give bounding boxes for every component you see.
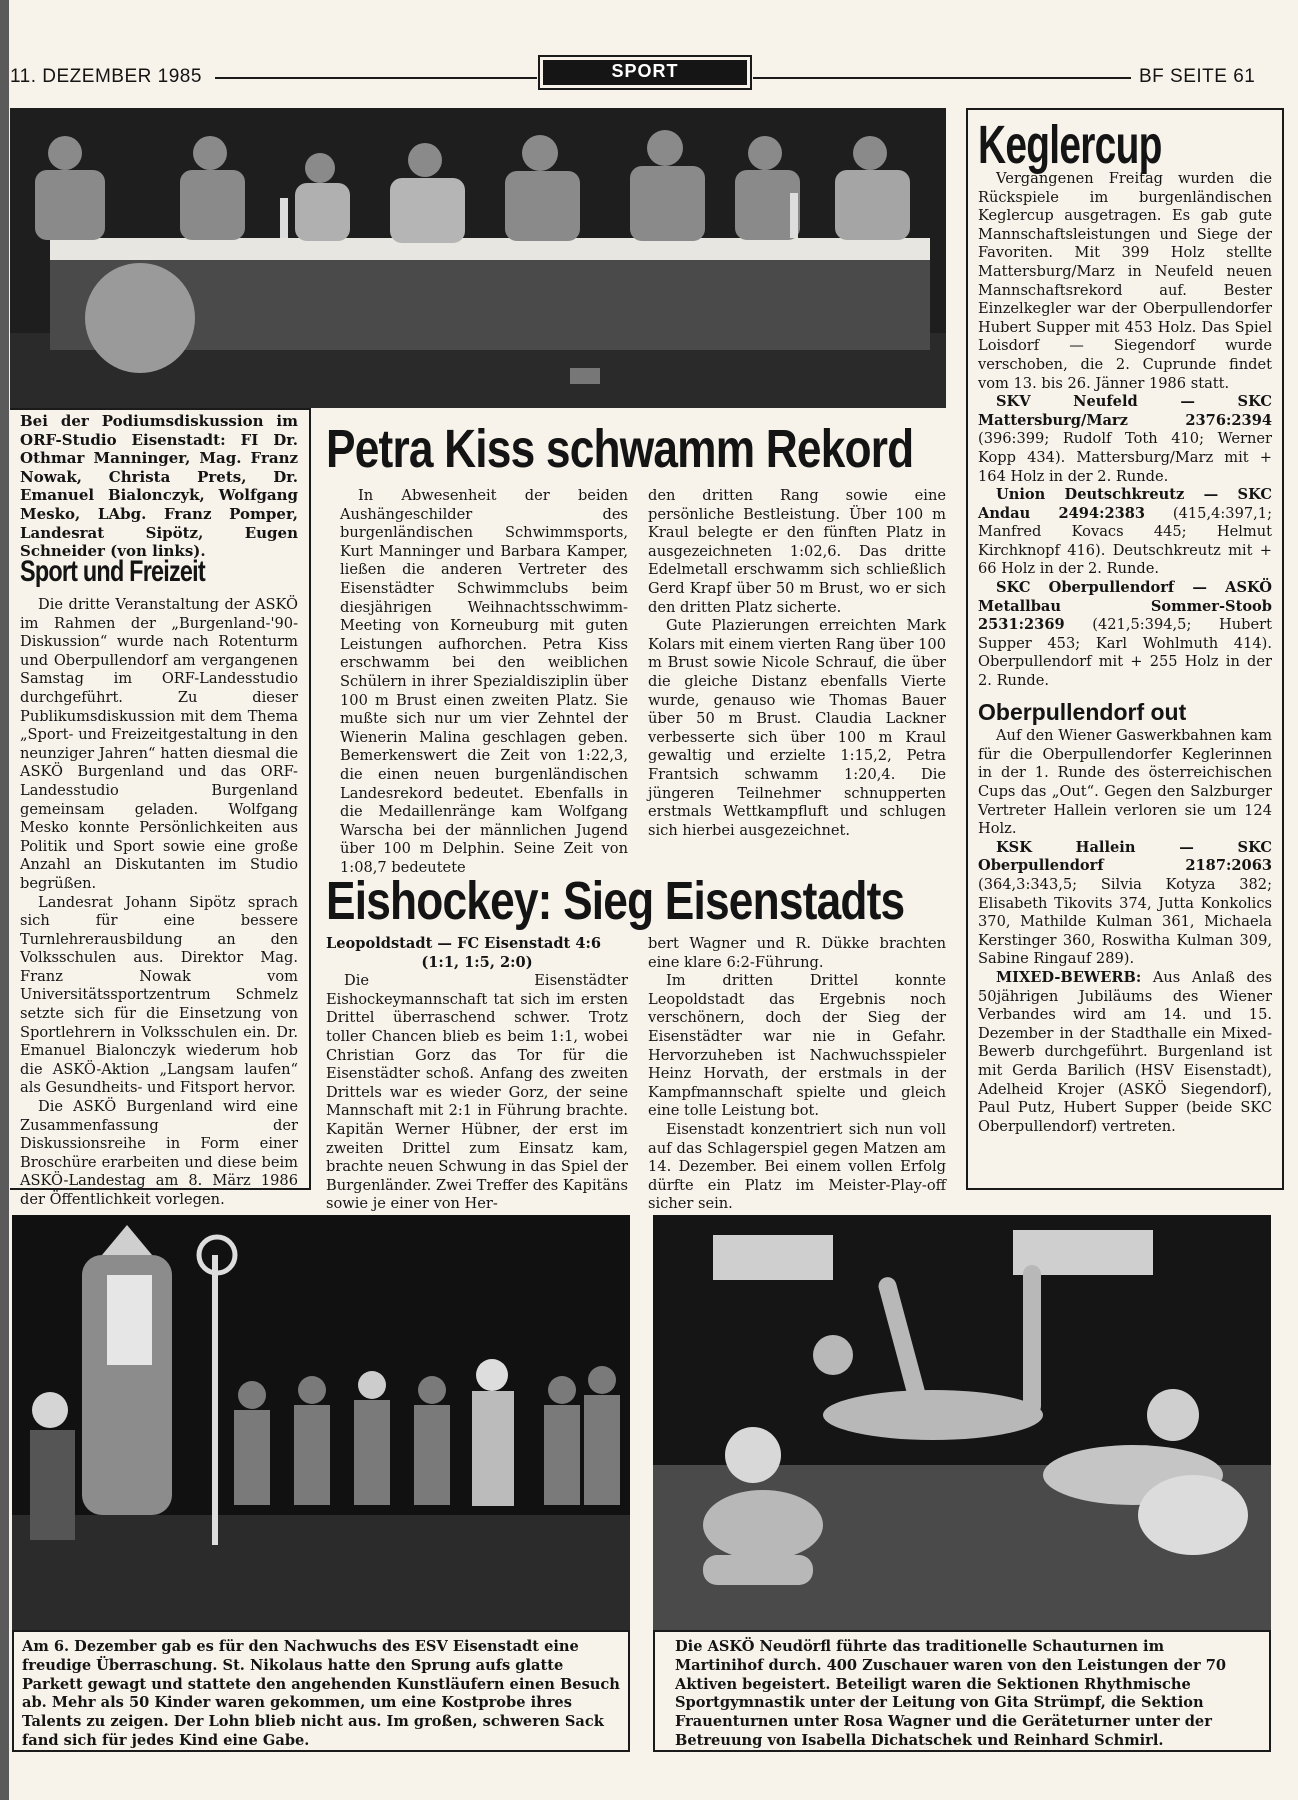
petra-paragraph: In Abwesenheit der beiden Aushängeschilder des burgenländischen Schwimmsports, Kurt Manninger und Barbara Kamper, ließen die anderen Vertreter des Eisenstädter Schwimmclubs beim diesjährigen Weihnachtsschwimm-Meeting von Korneuburg mit guten Leistungen aufhorchen. Petra Kiss erschwamm bei den weiblichen Schülern in ihrer Spezialdisziplin über 100 m Brust einen zweiten Platz. Sie mußte sich nur um vier Zehntel der Wienerin Malina geschlagen geben. Bemerkenswert die Zeit von 1:22,3, die einen neuen burgenländischen Landesrekord bedeutet. Ebenfalls in die Medaillenränge kam Wolfgang Warscha bei der männlichen Jugend über 100 m Delphin. Seine Zeit von 1:08,7 bedeutete [340,487,628,876]
issue-date: 11. DEZEMBER 1985 [10,66,202,87]
section-label-box [538,55,752,90]
petra-col-2 [648,487,946,840]
sport-freizeit-headline: Sport und Freizeit [20,555,205,588]
sport-paragraph: Die ASKÖ Burgenland wird eine Zusammenfassung der Diskussionsreihe in Form einer Broschüre erarbeiten und diese beim ASKÖ-Landestag am 8. März 1986 der Öffentlichkeit vorlegen. [20,1098,298,1208]
kegler-intro: Vergangenen Freitag wurden die Rückspiele im burgenländischen Keglercup ausgetragen. Es gab gute Mannschaftsleistungen und Siege der Favoriten. Mit 399 Holz stellte Mattersburg/Marz in Neufeld neuen Mannschaftsrekord auf. Bester Einzelkegler war der Oberpullendorfer Hubert Supper mit 453 Holz. Das Spiel Loisdorf — Siegendorf wurde verschoben, die 2. Cuprunde findet vom 13. bis 26. Jänner 1986 statt. [978,170,1272,392]
petra-kiss-headline: Petra Kiss schwamm Rekord [326,419,914,479]
eishockey-paragraph: Die Eisenstädter Eishockeymannschaft tat sich im ersten Drittel überraschend schwer. Trotz toller Chancen blieb es beim 1:1, wobei Christian Gorz das Tor für die Eisenstädter schoß. Anfang des zweiten Drittels war es wieder Gorz, der seine Mannschaft mit 2:1 in Führung brachte. Kapitän Werner Hübner, der erst im zweiten Drittel zum Einsatz kam, brachte neuen Schwung in das Spiel der Burgenländer. Zwei Treffer des Kapitäns sowie je einer von Her- [326,972,628,1213]
panel-photo-caption: Bei der Podiumsdiskussion im ORF-Studio Eisenstadt: FI Dr. Othmar Manninger, Mag. Franz Nowak, Christa Prets, Dr. Emanuel Bialonczyk, Wolfgang Mesko, LAbg. Franz Pomper, Landesrat Sipötz, Eugen Schneider (von links). [20,412,298,561]
eishockey-paragraph: Im dritten Drittel konnte Leopoldstadt das Ergebnis noch verschönern, doch der Sieg der Eisenstädter war nie in Gefahr. Hervorzuheben ist Nachwuchsspieler Heinz Horvath, der erstmals in der Kampfmannschaft spielte und gleich eine tolle Leistung bot. [648,972,946,1120]
eishockey-period-scores: (1:1, 1:5, 2:0) [421,953,533,971]
nikolaus-photo-caption: Am 6. Dezember gab es für den Nachwuchs des ESV Eisenstadt eine freudige Überraschung. St. Nikolaus hatte den Sprung aufs glatte Parkett gewagt und stattete den angehenden Kunstläufern einen Besuch ab. Mehr als 50 Kinder waren gekommen, um eine Kostprobe ihres Talents zu zeigen. Der Lohn blieb nicht aus. Im großen, schweren Sack fand sich für jedes Kind eine Gabe. [22,1638,620,1749]
sport-paragraph: Die dritte Veranstaltung der ASKÖ im Rahmen der „Burgenland-'90-Diskussion“ wurde nach Rotenturm und Oberpullendorf am vergangenen Samstag im ORF-Landesstudio durchgeführt. Zu dieser Publikumsdiskussion mit dem Thema „Sport- und Freizeitgestaltung in den neunziger Jahren“ hatten diesmal die ASKÖ Burgenland und das ORF-Landesstudio Burgenland gemeinsam geladen. Wolfgang Mesko konnte Persönlichkeiten aus Politik und Sport sowie eine große Anzahl an Diskutanten im Studio begrüßen. [20,596,298,892]
section-label: SPORT [543,60,747,85]
sport-freizeit-body [20,596,298,1210]
kegler-result-text: Aus Anlaß des 50jährigen Jubiläums des Wiener Verbandes wird am 14. und 15. Dezember in der Stadthalle ein Mixed-Bewerb durchgeführt. Burgenland ist mit Gerda Barilich (HSV Eisenstadt), Adelheid Krojer (ASKÖ Siegendorf), Paul Putz, Hubert Supper (beide SKC Oberpullendorf) vertreten. [978,968,1272,1135]
kegler-result-head: KSK Hallein — SKC Oberpullendorf 2187:2063 [978,838,1272,875]
petra-paragraph: den dritten Rang sowie eine persönliche Bestleistung. Über 100 m Kraul belegte er den fünften Platz in ausgezeichneten 1:02,6. Das dritte Edelmetall erschwamm sich schließlich Gerd Krapf über 50 m Brust, wo er sich den dritten Platz sicherte. [648,487,946,616]
keglercup-headline: Keglercup [978,115,1162,175]
petra-paragraph: Gute Plazierungen erreichten Mark Kolars mit einem vierten Rang über 100 m Brust sowie Nicole Schrauf, die über die gleiche Distanz ebenfalls Vierte wurde, genauso wie Thomas Bauer über 50 m Brust. Claudia Lackner verbesserte sich über 100 m Kraul gewaltig und erzielte 1:15,2, Petra Frantsich schwamm 1:20,4. Die jüngeren Teilnehmer schnupperten erstmals Wettkampfluft und schlugen sich hierbei ausgezeichnet. [648,617,946,839]
page-number: BF SEITE 61 [1139,66,1256,87]
panel-discussion-photo [10,108,946,408]
kegler-sub-text: Auf den Wiener Gaswerkbahnen kam für die Oberpullendorfer Keglerinnen in der 1. Runde des österreichischen Cups das „Out“. Gegen den Salzburger Vertreter Hallein verloren sie um 124 Holz. [978,727,1272,838]
kegler-result-text: (421,5:394,5; Hubert Supper 453; Karl Wohlmuth 414). Oberpullendorf mit + 255 Holz in der 2. Runde. [978,616,1272,690]
kegler-result-text: (415,4:397,1; Manfred Kovacs 445; Helmut Kirchknopf 416). Deutschkreutz mit + 66 Holz in der 2. Runde. [978,504,1272,578]
kegler-result-head: SKV Neufeld — SKC Mattersburg/Marz 2376:2394 [978,393,1272,429]
scan-edge [0,0,9,1800]
petra-col-1 [340,487,628,877]
kegler-result-head: Union Deutschkreutz — SKC Andau 2494:2383 [978,486,1272,522]
schauturnen-photo-caption: Die ASKÖ Neudörfl führte das traditionelle Schauturnen im Martinihof durch. 400 Zuschauer waren von den Leistungen der 70 Aktiven begeistert. Beteiligt waren die Sektionen Rhythmische Sportgymnastik unter der Leitung von Gita Strümpf, die Sektion Frauenturnen unter Rosa Wagner und die Geräteturner unter der Betreuung von Isabella Dichatschek und Reinhard Schmirl. [675,1638,1227,1749]
keglercup-body [978,170,1272,1136]
eishockey-result: Leopoldstadt — FC Eisenstadt 4:6 [326,935,602,952]
kegler-result-text: (364,3:343,5; Silvia Kotyza 382; Elisabeth Tikovits 374, Jutta Konkolics 370, Mathilde Kulman 361, Michaela Kerstinger 360, Roswitha Kulman 309, Sabine Ringauf 289). [978,875,1272,968]
header-rule-right [753,77,1131,79]
nikolaus-photo [12,1215,630,1630]
header-rule-left [215,77,537,79]
oberpullendorf-out-subhead: Oberpullendorf out [978,698,1187,725]
kegler-result-text: (396:399; Rudolf Toth 410; Werner Kopp 434). Mattersburg/Marz mit + 164 Holz in der 2. Runde. [978,430,1272,485]
eishockey-col-1 [326,935,628,1214]
kegler-result-head: SKC Oberpullendorf — ASKÖ Metallbau Sommer-Stoob 2531:2369 [978,579,1272,634]
eishockey-col-2 [648,935,946,1214]
eishockey-headline: Eishockey: Sieg Eisenstadts [326,871,905,931]
eishockey-paragraph: bert Wagner und R. Dükke brachten eine klare 6:2-Führung. [648,935,946,971]
kegler-result-head: MIXED-BEWERB: [996,968,1142,986]
eishockey-paragraph: Eisenstadt konzentriert sich nun voll auf das Schlagerspiel gegen Matzen am 14. Dezember. Bei einem vollen Erfolg dürfte ein Platz im Meister-Play-off sicher sein. [648,1120,946,1213]
sport-paragraph: Landesrat Johann Sipötz sprach sich für eine bessere Turnlehrerausbildung an den Volksschulen aus. Direktor Mag. Franz Nowak vom Universitätssportzentrum Schmelz setzte sich für die Einsetzung von Sportlehrern in Volksschulen ein. Dr. Emanuel Bialonczyk wiederum hob die ASKÖ-Aktion „Langsam laufen“ als Gesundheits- und Fitsport hervor. [20,893,298,1097]
schauturnen-photo [653,1215,1271,1630]
